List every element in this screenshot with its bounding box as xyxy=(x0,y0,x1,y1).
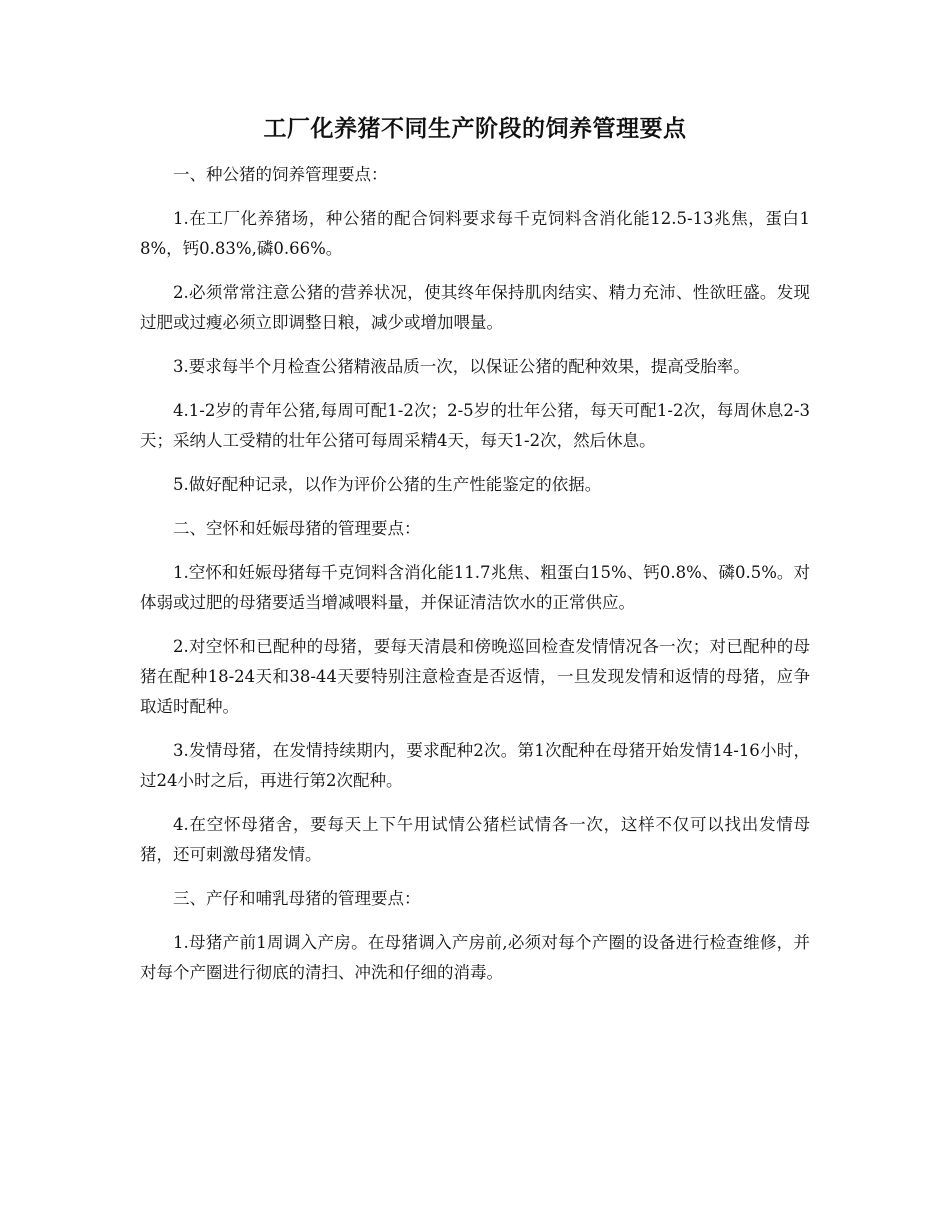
section-heading-sow: 二、空怀和妊娠母猪的管理要点： xyxy=(173,519,421,538)
document-body xyxy=(140,160,810,1002)
paragraph: 1.空怀和妊娠母猪每千克饲料含消化能11.7兆焦、粗蛋白15%、钙0.8%、磷0.5%。对体弱或过肥的母猪要适当增减喂料量，并保证清洁饮水的正常供应。 xyxy=(140,563,810,612)
paragraph: 3.发情母猪，在发情持续期内，要求配种2次。第1次配种在母猪开始发情14-16小时，过24小时之后，再进行第2次配种。 xyxy=(140,741,810,790)
paragraph: 5.做好配种记录，以作为评价公猪的生产性能鉴定的依据。 xyxy=(173,475,602,494)
paragraph: 2.对空怀和已配种的母猪，要每天清晨和傍晚巡回检查发情情况各一次；对已配种的母猪在配种18-24天和38-44天要特别注意检查是否返情，一旦发现发情和返情的母猪，应争取适时配种。 xyxy=(140,637,810,716)
paragraph: 1.在工厂化养猪场，种公猪的配合饲料要求每千克饲料含消化能12.5-13兆焦，蛋白18%，钙0.83%,磷0.66%。 xyxy=(140,209,810,258)
paragraph: 2.必须常常注意公猪的营养状况，使其终年保持肌肉结实、精力充沛、性欲旺盛。发现过肥或过瘦必须立即调整日粮，减少或增加喂量。 xyxy=(140,283,810,332)
paragraph: 4.1-2岁的青年公猪,每周可配1-2次；2-5岁的壮年公猪，每天可配1-2次，每周休息2-3天；采纳人工受精的壮年公猪可每周采精4天，每天1-2次，然后休息。 xyxy=(140,401,810,450)
document-title: 工厂化养猪不同生产阶段的饲养管理要点 xyxy=(263,115,687,142)
paragraph: 3.要求每半个月检查公猪精液品质一次，以保证公猪的配种效果，提高受胎率。 xyxy=(173,357,750,376)
section-heading-farrowing: 三、产仔和哺乳母猪的管理要点： xyxy=(173,889,421,908)
section-heading-boar: 一、种公猪的饲养管理要点： xyxy=(173,165,388,184)
paragraph: 1.母猪产前1周调入产房。在母猪调入产房前,必须对每个产圈的设备进行检查维修，并对每个产圈进行彻底的清扫、冲洗和仔细的消毒。 xyxy=(140,933,810,982)
paragraph: 4.在空怀母猪舍，要每天上下午用试情公猪栏试情各一次，这样不仅可以找出发情母猪，还可刺激母猪发情。 xyxy=(140,815,810,864)
